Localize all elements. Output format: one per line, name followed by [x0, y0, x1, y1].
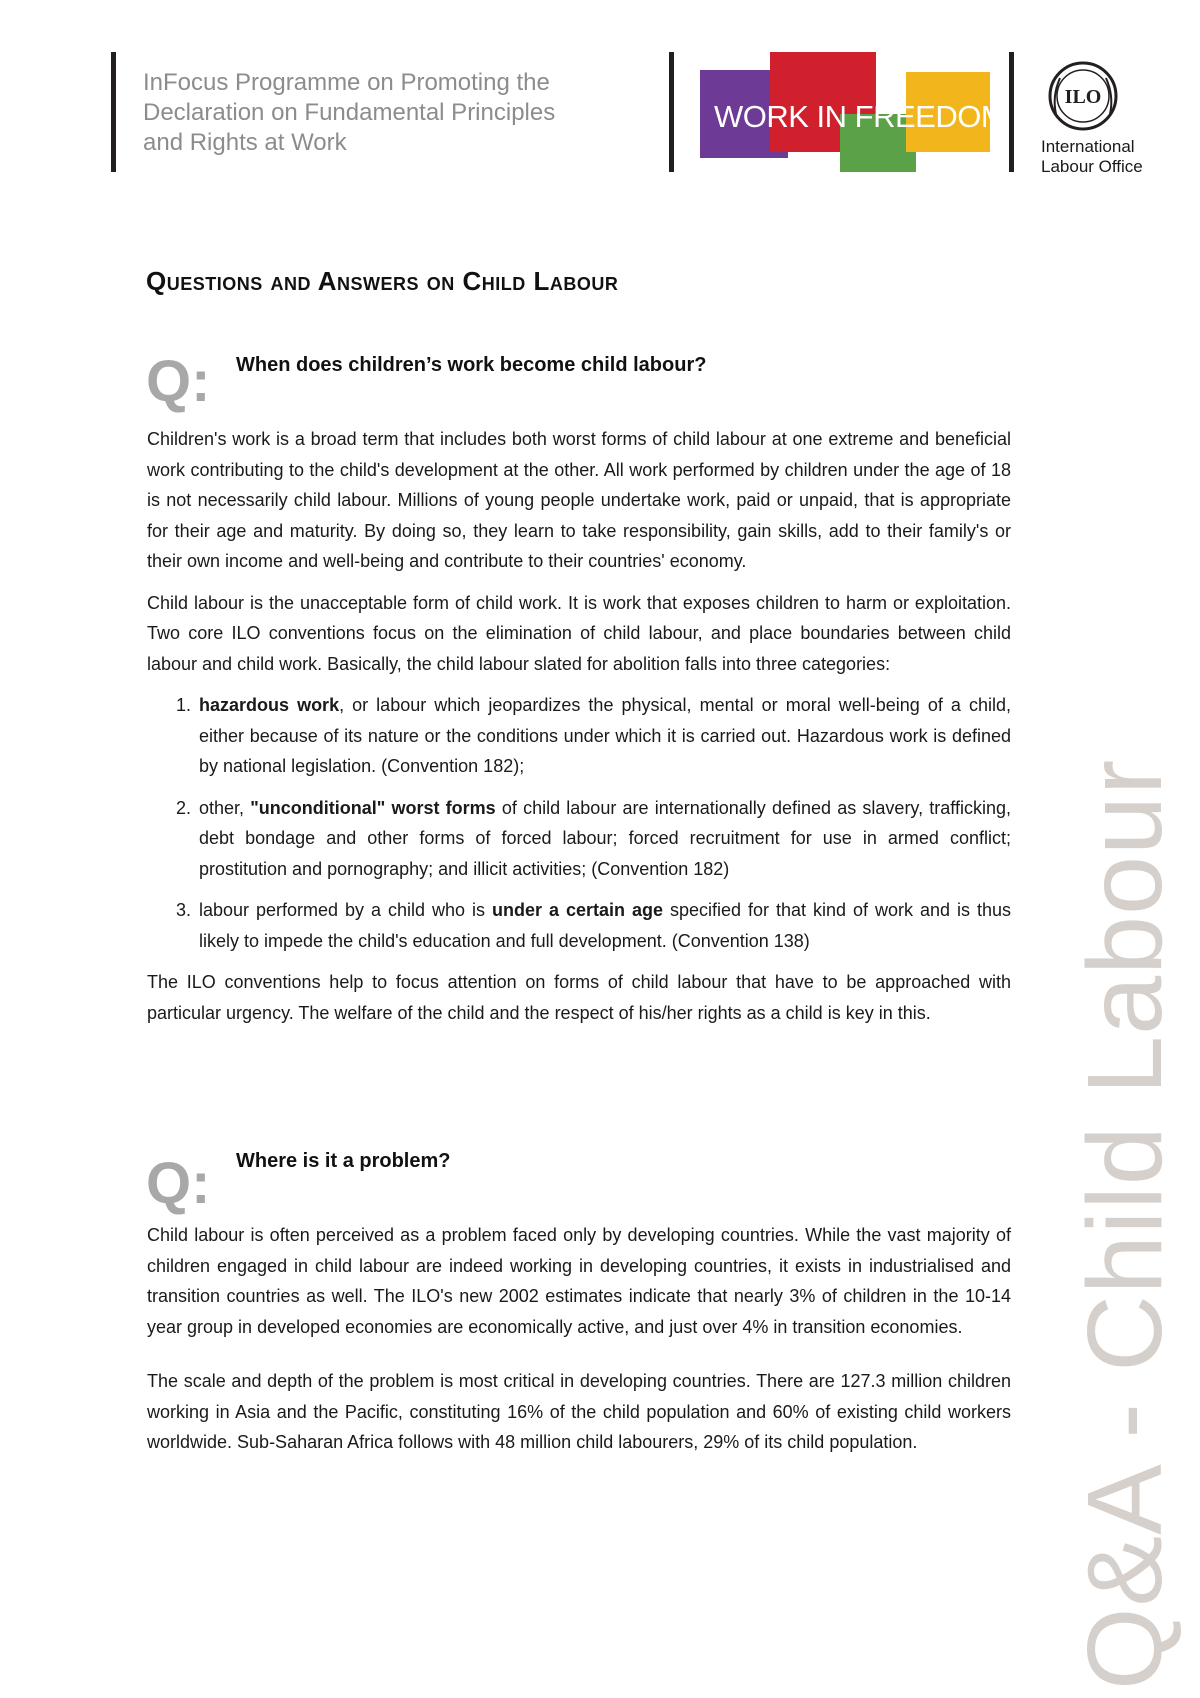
answer-1-paragraph-2: Child labour is the unacceptable form of child work. It is work that exposes children to harm or exploitation. Two core ILO conventions focus on the elimination of child labour, and place boundaries between child labour and child work. Basically, the child labour slated for abolition falls into three categories: [147, 592, 1011, 674]
ilo-name-line-1: International [1041, 137, 1135, 156]
question-1-mark: Q: [146, 349, 211, 414]
list-item-bold: "unconditional" worst forms [250, 797, 496, 818]
ilo-name-line-2: Labour Office [1041, 157, 1143, 176]
list-item-bold: under a certain age [492, 900, 664, 920]
ilo-name [1041, 137, 1143, 177]
list-item-pre: labour performed by a child who is [199, 900, 493, 920]
header-divider-middle [669, 52, 674, 172]
answer-1 [147, 424, 1011, 1039]
list-item [196, 793, 1011, 885]
list-item-bold: hazardous work [199, 695, 340, 715]
categories-list [147, 690, 1011, 956]
ilo-seal-text: ILO [1064, 86, 1102, 108]
question-2-mark: Q: [146, 1151, 211, 1216]
answer-2-paragraph-1: Child labour is often perceived as a problem faced only by developing countries. While the vast majority of children engaged in child labour are indeed working in developing countries, it exists in industrialised and transition countries as well. The ILO's new 2002 estimates indicate that nearly 3% of children in the 10-14 year group in developed economies are economically active, and just over 4% in transition economies. [147, 1225, 1011, 1337]
answer-1-paragraph-1: Children's work is a broad term that includes both worst forms of child labour at one extreme and beneficial work contributing to the child's development at the other. All work performed by children under the age of 18 is not necessarily child labour. Millions of young people undertake work, paid or unpaid, that is appropriate for their age and maturity. By doing so, they learn to take responsibility, gain skills, add to their family's or their own income and well-being and contribute to their countries' economy. [147, 429, 1011, 571]
document-title: Questions and Answers on Child Labour [146, 266, 619, 296]
list-item-text: , or labour which jeopardizes the physical, mental or moral well-being of a child, either because of its nature or the conditions under which it is carried out. Hazardous work is defined by national legislation. (Convention 182); [199, 695, 1011, 776]
work-in-freedom-logo [700, 52, 1007, 172]
logo-text: WORK IN FREEDOM [714, 99, 1007, 134]
ilo-seal-icon [1040, 56, 1126, 142]
programme-line-2: Declaration on Fundamental Principles [143, 99, 556, 126]
list-item-pre: other, [199, 797, 251, 818]
list-item-text: specified for that kind of work and is thus likely to impede the child's education and full development. (Convention 138) [199, 900, 1012, 951]
answer-2-paragraph-2: The scale and depth of the problem is most critical in developing countries. There are 127.3 million children working in Asia and the Pacific, constituting 16% of the child population and 60% of existing child workers worldwide. Sub-Saharan Africa follows with 48 million child labourers, 29% of its child population. [147, 1371, 1011, 1452]
answer-1-paragraph-3: The ILO conventions help to focus attention on forms of child labour that have to be approached with particular urgency. The welfare of the child and the respect of his/her rights as a child is key in this. [147, 972, 1011, 1023]
question-1-text: When does children’s work become child labour? [236, 354, 707, 376]
programme-name [143, 68, 613, 158]
question-2-text: Where is it a problem? [236, 1150, 451, 1172]
list-item [196, 690, 1011, 782]
header-divider-right [1009, 52, 1014, 172]
side-title: Q&A - Child Labour [1066, 758, 1184, 1690]
list-item-text: of child labour are internationally defined as slavery, trafficking, debt bondage and other forms of forced labour; forced recruitment for use in armed conflict; prostitution and pornography; and illicit activities; (Convention 182) [199, 797, 1011, 879]
programme-line-3: and Rights at Work [143, 129, 347, 156]
header-divider-left [111, 52, 116, 172]
answer-2 [147, 1220, 1011, 1469]
programme-line-1: InFocus Programme on Promoting the [143, 69, 550, 96]
list-item [196, 895, 1011, 956]
